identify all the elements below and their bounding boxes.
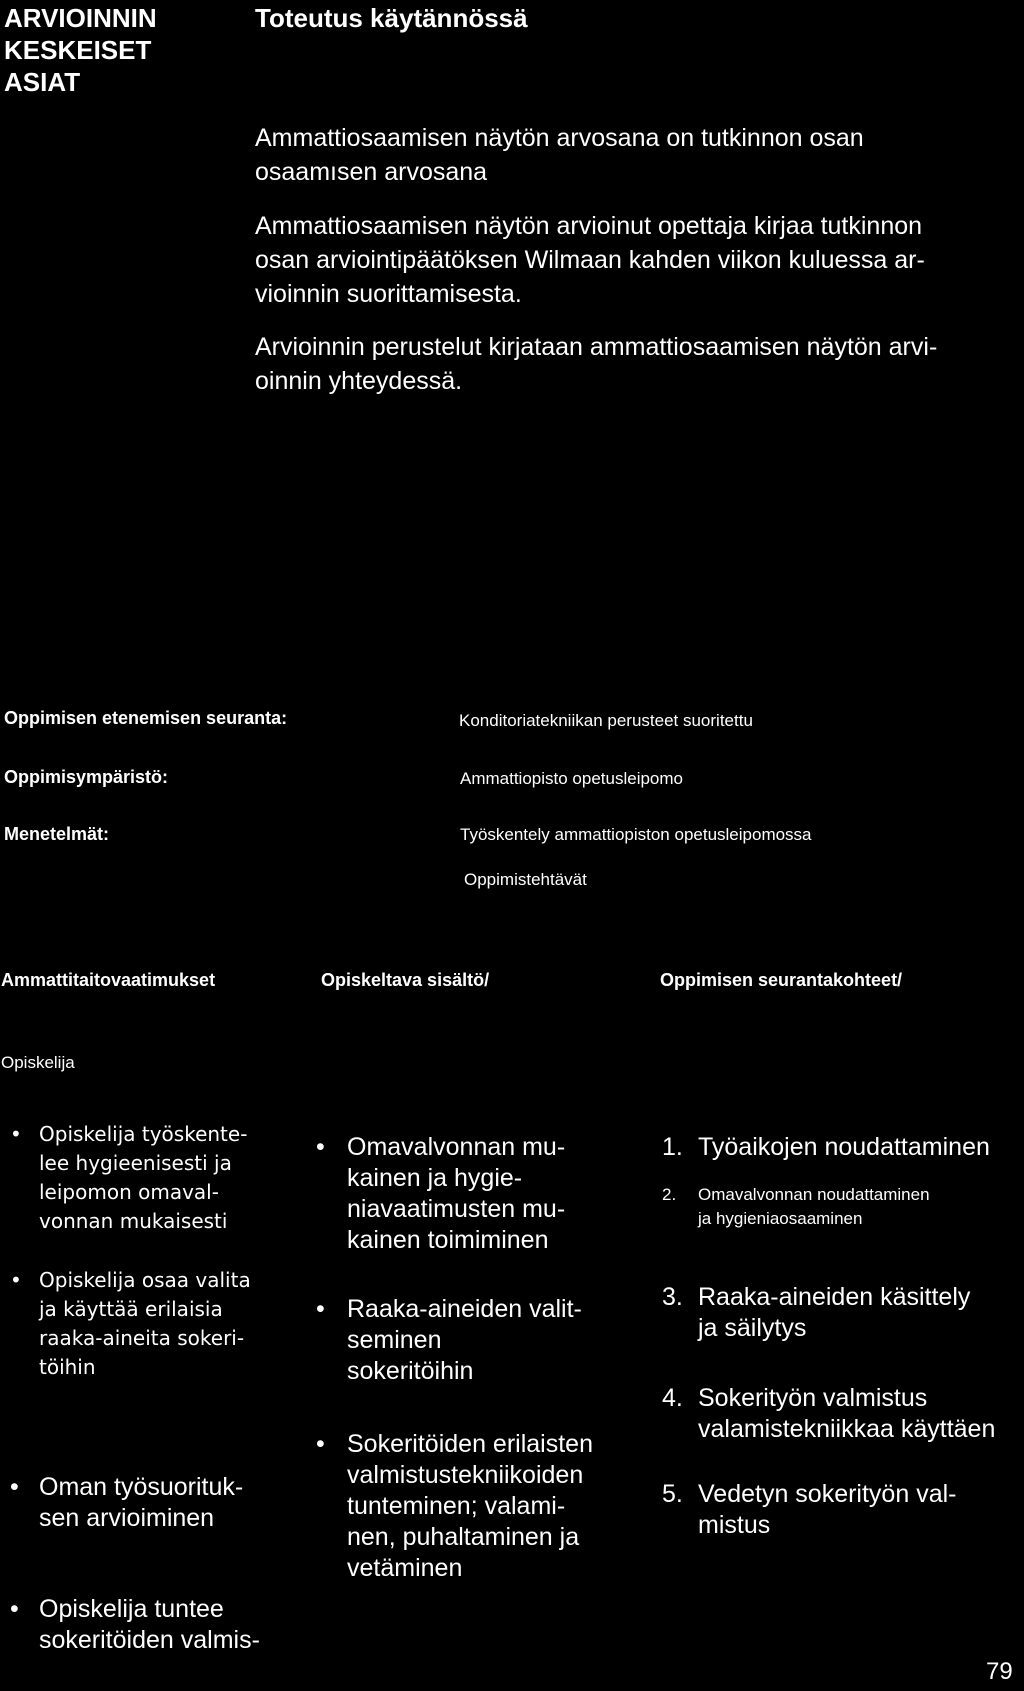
column-header-requirements: Ammattitaitovaatimukset [1, 970, 216, 990]
label-methods: Menetelmät: [4, 824, 110, 844]
assessment-heading [4, 2, 157, 98]
implementation-heading: Toteutus käytännössä [255, 3, 528, 33]
text-line: vioinnin suorittamisesta. [255, 280, 522, 308]
text-line: oinnin yhteydessä. [255, 367, 463, 395]
text-line: Omavalvonnan noudattaminen [698, 1185, 930, 1204]
text-line: sokeritöiden valmis- [39, 1626, 260, 1654]
bullet-icon: • [316, 1133, 325, 1161]
heading-line: KESKEISET [4, 35, 152, 65]
text-line: Opiskelija työskente- [39, 1122, 248, 1146]
label-progress-tracking: Oppimisen etenemisen seuranta: [4, 708, 288, 728]
text-line: valmistustekniikoiden [347, 1461, 584, 1489]
column-header-content: Opiskeltava sisältö/ [321, 970, 490, 990]
list-item [10, 1266, 251, 1382]
list-item [10, 1594, 260, 1656]
text-line: osaamısen arvosana [255, 158, 488, 186]
text-line: ja käyttää erilaisia [39, 1297, 223, 1321]
value-progress-tracking: Konditoriatekniikan perusteet suoritettu [459, 711, 753, 730]
bullet-icon: • [10, 1268, 22, 1292]
text-line: Vedetyn sokerityön val- [698, 1480, 957, 1508]
assessment-paragraph [255, 330, 937, 398]
bullet-icon: • [10, 1473, 19, 1501]
value-learning-environment: Ammattiopisto opetusleipomo [460, 769, 684, 788]
heading-line: ASIAT [4, 67, 81, 97]
item-number: 3. [662, 1283, 683, 1311]
text-line: kainen toimiminen [347, 1226, 549, 1254]
text-line: Ammattiosaamisen näytön arvosana on tutkinnon osan [255, 124, 864, 152]
text-line: Työaikojen noudattaminen [698, 1133, 990, 1161]
text-line: leipomon omaval- [39, 1180, 219, 1204]
text-line: tunteminen; valami- [347, 1492, 566, 1520]
page-number: 79 [986, 1658, 1013, 1685]
text-line: lee hygieenisesti ja [39, 1151, 232, 1175]
text-line: Sokeritöiden erilaisten [347, 1430, 593, 1458]
text-line: kainen ja hygie- [347, 1164, 523, 1192]
list-item [316, 1294, 582, 1387]
text-line: sokeritöihin [347, 1357, 474, 1385]
item-number: 2. [662, 1185, 677, 1204]
item-number: 4. [662, 1384, 683, 1412]
assessment-paragraph [255, 121, 864, 189]
list-item [316, 1132, 565, 1256]
label-learning-environment: Oppimisympäristö: [4, 767, 169, 787]
text-line: sen arvioiminen [39, 1504, 215, 1532]
subheader-student: Opiskelija [1, 1053, 75, 1072]
list-item [316, 1429, 593, 1584]
text-line: ja hygieniaosaaminen [698, 1209, 863, 1228]
text-line: raaka-aineita sokeri- [39, 1326, 245, 1350]
text-line: nen, puhaltaminen ja [347, 1523, 580, 1551]
text-line: seminen [347, 1326, 442, 1354]
text-line: Raaka-aineiden käsittely [698, 1283, 971, 1311]
text-line: Opiskelija osaa valita [39, 1268, 251, 1292]
text-line: vonnan mukaisesti [39, 1209, 228, 1233]
text-line: Ammattiosaamisen näytön arvioinut opettaja kirjaa tutkinnon [255, 212, 923, 240]
text-line: Raaka-aineiden valit- [347, 1295, 582, 1323]
item-number: 1. [662, 1133, 683, 1161]
heading-line: ARVIOINNIN [4, 3, 157, 33]
value-methods-assignments: Oppimistehtävät [464, 870, 587, 889]
bullet-icon: • [316, 1295, 325, 1323]
text-line: Arvioinnin perustelut kirjataan ammattiosaamisen näytön arvi- [255, 333, 938, 361]
value-methods: Työskentely ammattiopiston opetusleipomossa [460, 825, 812, 844]
text-line: ja säilytys [698, 1314, 807, 1342]
text-line: mistus [698, 1511, 771, 1539]
target-item [662, 1282, 970, 1344]
target-item [662, 1479, 956, 1541]
bullet-icon: • [316, 1430, 325, 1458]
text-line: niavaatimusten mu- [347, 1195, 566, 1223]
list-item [10, 1120, 247, 1236]
text-line: Sokerityön valmistus [698, 1384, 928, 1412]
text-line: töihin [39, 1355, 96, 1379]
bullet-icon: • [10, 1595, 19, 1623]
target-item [662, 1132, 990, 1163]
item-number: 5. [662, 1480, 683, 1508]
target-item [662, 1183, 930, 1231]
target-item [662, 1383, 995, 1445]
column-header-targets: Oppimisen seurantakohteet/ [660, 970, 903, 990]
text-line: vetäminen [347, 1554, 463, 1582]
text-line: valamistekniikkaa käyttäen [698, 1415, 996, 1443]
list-item [10, 1472, 243, 1534]
text-line: Omavalvonnan mu- [347, 1133, 566, 1161]
text-line: Opiskelija tuntee [39, 1595, 224, 1623]
text-line: osan arviointipäätöksen Wilmaan kahden viikon kuluessa ar- [255, 246, 925, 274]
assessment-paragraph [255, 209, 925, 311]
bullet-icon: • [10, 1122, 22, 1146]
text-line: Oman työsuorituk- [39, 1473, 244, 1501]
